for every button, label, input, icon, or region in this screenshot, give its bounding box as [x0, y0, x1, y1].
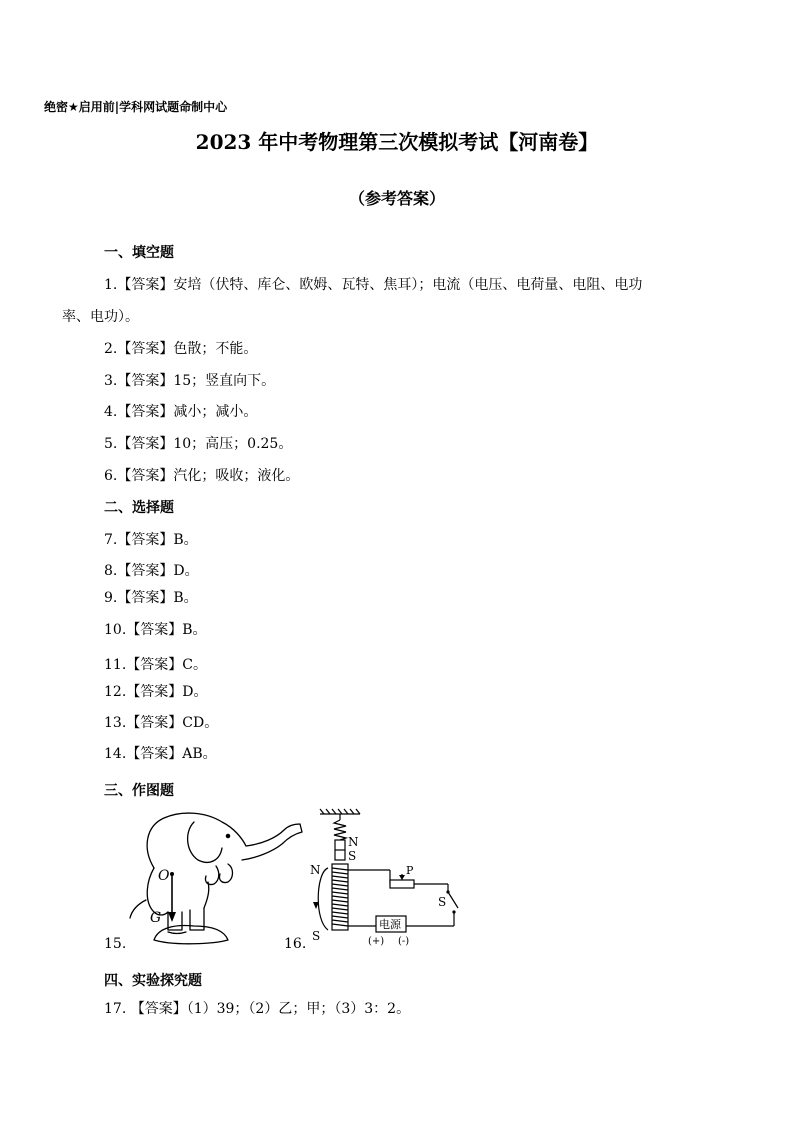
page-title: 2023 年中考物理第三次模拟考试【河南卷】	[195, 130, 599, 154]
section-experiment: 四、实验探究题	[104, 973, 202, 989]
answer-10: 10.【答案】B。	[104, 622, 207, 638]
figure-15-number: 15.	[104, 936, 127, 952]
answer-8: 8.【答案】D。	[104, 563, 199, 579]
answer-1-line2: 率、电功）。	[62, 309, 139, 325]
answer-7: 7.【答案】B。	[104, 532, 198, 548]
answer-17: 17. 【答案】（1）39；（2）乙；甲；（3）3：2。	[104, 1001, 411, 1017]
figure-16-label-source: 电源	[379, 918, 401, 931]
figure-15-label-g: G	[150, 910, 162, 926]
figure-16-label-n-left: N	[310, 863, 321, 877]
answer-4: 4.【答案】减小；减小。	[104, 404, 258, 420]
figure-16-label-s-top: S	[348, 849, 357, 863]
answer-11: 11.【答案】C。	[104, 657, 207, 673]
figure-16-label-n-top: N	[348, 835, 359, 849]
figure-15-label-o: O	[158, 868, 170, 884]
figure-16-number: 16.	[284, 936, 307, 952]
answer-12: 12.【答案】D。	[104, 684, 208, 700]
header-note: 绝密★启用前|学科网试题命制中心	[44, 100, 228, 114]
figure-16-label-minus: (-)	[398, 936, 410, 947]
figure-16-label-switch-s: S	[438, 895, 447, 909]
answer-13: 13.【答案】CD。	[104, 715, 219, 731]
page-subtitle: （参考答案）	[348, 189, 445, 208]
answer-5: 5.【答案】10；高压；0.25。	[104, 436, 293, 452]
figure-16-label-s-left: S	[312, 929, 321, 943]
answer-2: 2.【答案】色散；不能。	[104, 341, 258, 357]
answer-9: 9.【答案】B。	[104, 590, 198, 606]
section-drawing: 三、作图题	[104, 783, 174, 799]
figure-16-label-plus: (+)	[368, 936, 385, 947]
answer-3: 3.【答案】15；竖直向下。	[104, 373, 276, 389]
figure-16-label-p: P	[406, 864, 414, 877]
figure-16-circuit	[302, 808, 472, 950]
section-fill: 一、填空题	[104, 245, 174, 261]
section-choice: 二、选择题	[104, 500, 174, 516]
answer-6: 6.【答案】汽化；吸收；液化。	[104, 468, 300, 484]
answer-1-line1: 1.【答案】安培（伏特、库仑、欧姆、瓦特、焦耳）；电流（电压、电荷量、电阻、电功	[104, 277, 643, 293]
answer-14: 14.【答案】AB。	[104, 746, 217, 762]
figure-15-elephant	[124, 808, 314, 950]
